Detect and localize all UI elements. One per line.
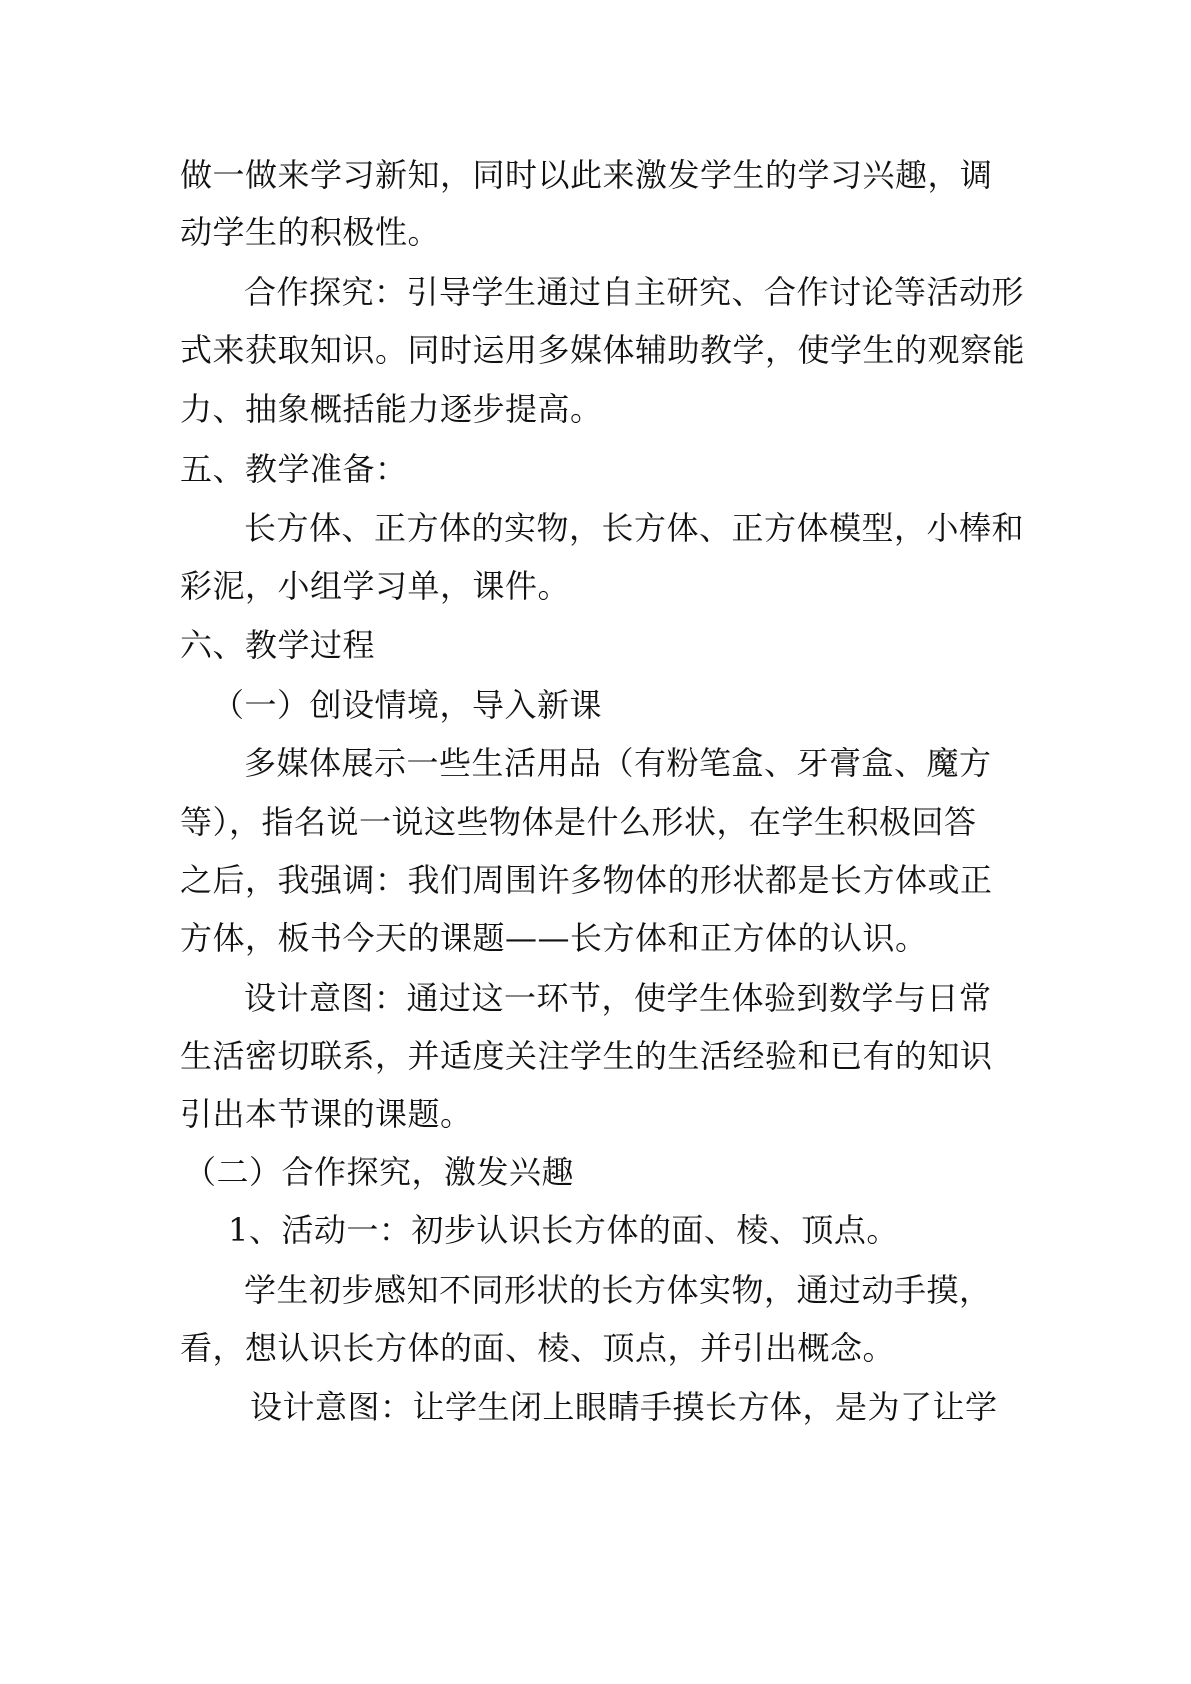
subsection-heading: （一）创设情境，导入新课	[212, 686, 603, 724]
paragraph-line: 看，想认识长方体的面、棱、顶点，并引出概念。	[180, 1329, 896, 1367]
paragraph-line: 等），指名说一说这些物体是什么形状，在学生积极回答	[180, 803, 977, 841]
paragraph-line: 力、抽象概括能力逐步提高。	[180, 390, 603, 428]
section-heading: 五、教学准备：	[180, 450, 408, 488]
paragraph-line: 彩泥，小组学习单，课件。	[180, 567, 571, 605]
paragraph-line: 设计意图：让学生闭上眼睛手摸长方体，是为了让学	[250, 1388, 998, 1426]
paragraph-line: 学生初步感知不同形状的长方体实物，通过动手摸，	[244, 1271, 992, 1309]
paragraph-line: 之后，我强调：我们周围许多物体的形状都是长方体或正	[180, 861, 993, 899]
paragraph-line: 长方体、正方体的实物，长方体、正方体模型，小棒和	[244, 509, 1025, 547]
subsection-heading: （二）合作探究，激发兴趣	[184, 1153, 575, 1191]
paragraph-line: 动学生的积极性。	[180, 213, 441, 251]
paragraph-line: 多媒体展示一些生活用品（有粉笔盒、牙膏盒、魔方	[244, 744, 992, 782]
paragraph-line: 方体，板书今天的课题——长方体和正方体的认识。	[180, 919, 928, 957]
list-item: 1、活动一：初步认识长方体的面、棱、顶点。	[228, 1211, 899, 1249]
paragraph-line: 引出本节课的课题。	[180, 1095, 473, 1133]
paragraph-line: 式来获取知识。同时运用多媒体辅助教学，使学生的观察能	[180, 331, 1026, 369]
section-heading: 六、教学过程	[180, 626, 376, 664]
paragraph-line: 生活密切联系，并适度关注学生的生活经验和已有的知识	[180, 1037, 993, 1075]
paragraph-line: 做一做来学习新知，同时以此来激发学生的学习兴趣，调	[180, 156, 993, 194]
paragraph-line: 设计意图：通过这一环节，使学生体验到数学与日常	[244, 979, 992, 1017]
paragraph-line: 合作探究：引导学生通过自主研究、合作讨论等活动形	[244, 273, 1025, 311]
